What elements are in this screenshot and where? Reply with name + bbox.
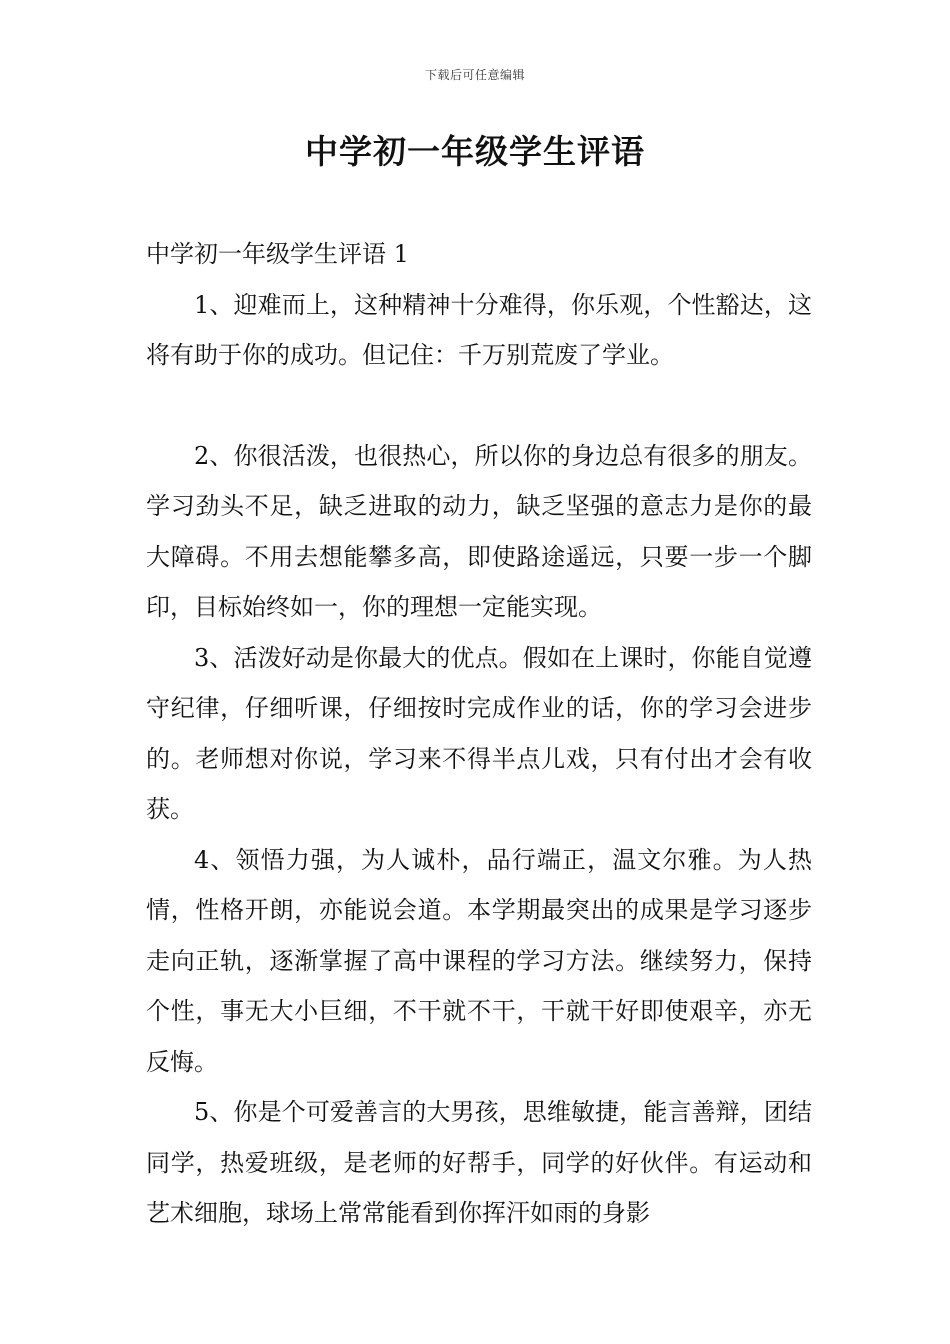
comment-paragraph-5: 5、你是个可爱善言的大男孩，思维敏捷，能言善辩，团结同学，热爱班级，是老师的好帮手，同学的好伙伴。有运动和艺术细胞，球场上常常能看到你挥汗如雨的身影 bbox=[146, 1098, 812, 1227]
section-subtitle: 中学初一年级学生评语 1 bbox=[146, 240, 409, 268]
comment-paragraph-1: 1、迎难而上，这种精神十分难得，你乐观，个性豁达，这将有助于你的成功。但记住：千万别荒废了学业。 bbox=[146, 290, 812, 369]
comment-paragraph-3: 3、活泼好动是你最大的优点。假如在上课时，你能自觉遵守纪律，仔细听课，仔细按时完成作业的话，你的学习会进步的。老师想对你说，学习来不得半点儿戏，只有付出才会有收获。 bbox=[146, 643, 812, 823]
document-body bbox=[146, 229, 812, 1239]
header-note: 下载后可任意编辑 bbox=[424, 68, 525, 82]
document-title: 中学初一年级学生评语 bbox=[305, 132, 645, 171]
comment-paragraph-2: 2、你很活泼，也很热心，所以你的身边总有很多的朋友。学习劲头不足，缺乏进取的动力，缺乏坚强的意志力是你的最大障碍。不用去想能攀多高，即使路途遥远，只要一步一个脚印，目标始终如一，你的理想一定能实现。 bbox=[146, 441, 812, 621]
comment-paragraph-4: 4、领悟力强，为人诚朴，品行端正，温文尔雅。为人热情，性格开朗，亦能说会道。本学期最突出的成果是学习逐步走向正轨，逐渐掌握了高中课程的学习方法。继续努力，保持个性，事无大小巨细，不干就不干，干就干好即使艰辛，亦无反悔。 bbox=[146, 845, 812, 1076]
